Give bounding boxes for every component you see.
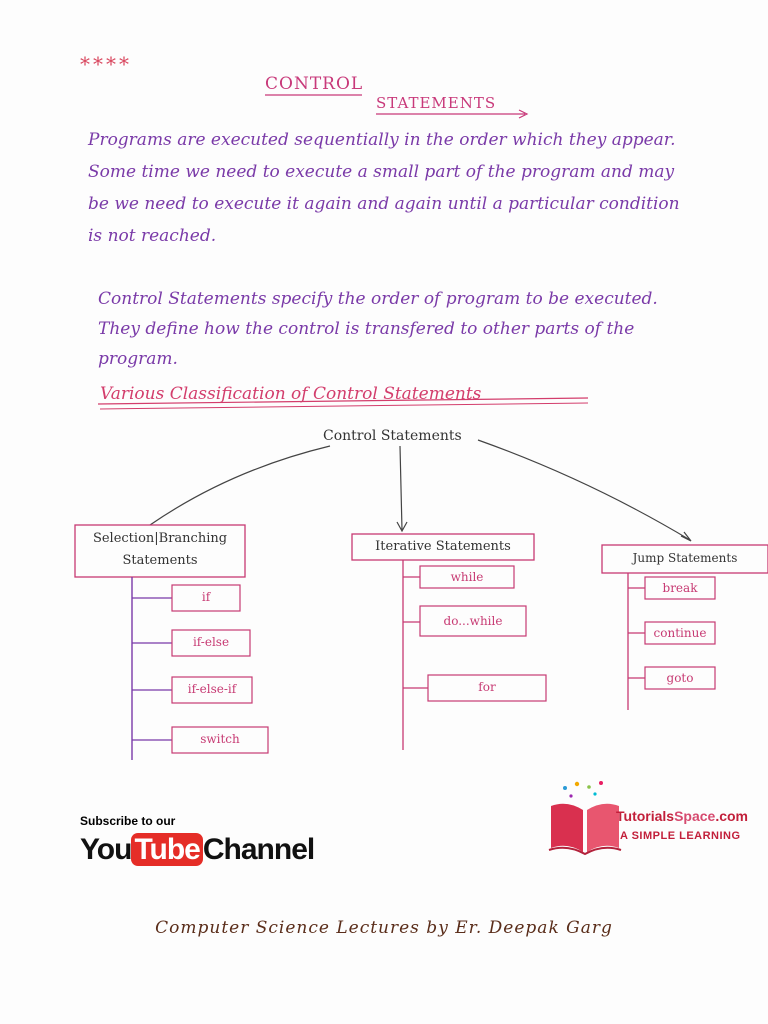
item-for: for [478, 680, 496, 694]
brand-name-part3: .com [715, 808, 749, 824]
selection-label-line2: Statements [122, 553, 198, 568]
brand-tagline: A SIMPLE LEARNING [620, 830, 741, 842]
classification-heading: Various Classification of Control Statements [100, 384, 482, 404]
definition-paragraph: Control Statements specify the order of program to be executed. They define how the control is transfered to other parts of the program. [98, 289, 658, 369]
item-if: if [201, 590, 211, 604]
youtube-channel: Channel [202, 833, 315, 866]
youtube-you: You [80, 833, 132, 866]
item-if-else-if: if-else-if [187, 682, 237, 696]
connector-iterative [397, 446, 407, 531]
diagram-root-label: Control Statements [323, 428, 462, 444]
item-continue: continue [653, 626, 707, 640]
page-title-line1: CONTROL [265, 74, 364, 94]
brand-name-part1: Tutorials [616, 808, 675, 824]
heading-underline-2 [100, 403, 588, 409]
brand-name [616, 808, 748, 824]
connector-jump [478, 440, 691, 541]
footer-credit: Computer Science Lectures by Er. Deepak Garg [155, 918, 613, 938]
item-switch: switch [200, 732, 240, 746]
brand-name-part2: Space [674, 808, 716, 824]
item-while: while [450, 570, 484, 584]
page-title-line2: STATEMENTS [376, 94, 497, 112]
intro-paragraph: Programs are executed sequentially in the order which they appear. Some time we need to execute a small part of the program and may be we need to execute it again and again until a particular condition is not reached. [88, 130, 680, 246]
item-goto: goto [666, 671, 694, 685]
open-book-icon [545, 778, 625, 858]
selection-label-line1: Selection|Branching [92, 531, 228, 546]
star-marks: **** [80, 52, 132, 76]
youtube-subscribe-badge[interactable] [80, 814, 314, 868]
iterative-label: Iterative Statements [375, 539, 511, 554]
youtube-logo [80, 832, 314, 868]
jump-label: Jump Statements [632, 551, 738, 565]
item-do-while: do...while [443, 614, 503, 628]
item-break: break [662, 581, 698, 595]
youtube-tube: Tube [131, 833, 202, 866]
item-if-else: if-else [192, 635, 230, 649]
connector-selection [150, 446, 330, 525]
heading-underline [98, 398, 588, 404]
title-arrow [376, 110, 527, 118]
subscribe-text: Subscribe to our [80, 814, 176, 828]
